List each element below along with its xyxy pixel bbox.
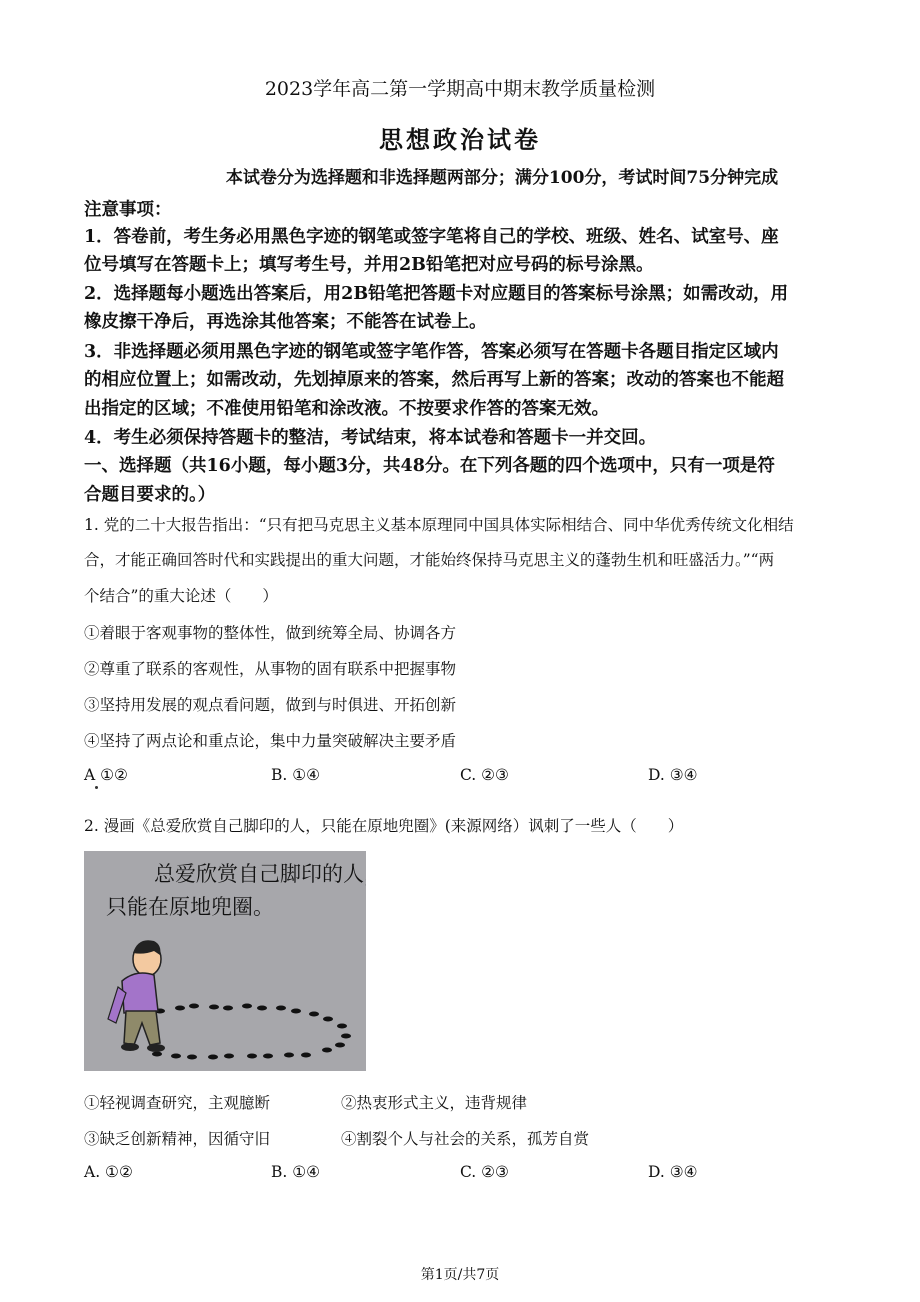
q2-item: ①轻视调查研究，主观臆断 [84, 1094, 271, 1112]
q1-stem: 1. 党的二十大报告指出：“只有把马克思主义基本原理同中国具体实际相结合、同中华优秀传统文化相结 [84, 516, 794, 534]
q2-stem: 2. 漫画《总爱欣赏自己脚印的人，只能在原地兜圈》(来源网络）讽刺了一些人（ ） [84, 817, 684, 835]
paper-title: 思想政治试卷 [379, 125, 541, 154]
notice-line: 的相应位置上；如需改动，先划掉原来的答案，然后再写上新的答案；改动的答案也不能超 [84, 370, 784, 390]
exam-intro: 本试卷分为选择题和非选择题两部分；满分100分，考试时间75分钟完成 [225, 168, 779, 188]
notice-line: 橡皮擦干净后，再选涂其他答案；不能答在试卷上。 [84, 312, 487, 332]
stray-dot [95, 786, 98, 789]
notice-line: 出指定的区域；不准使用铅笔和涂改液。不按要求作答的答案无效。 [84, 399, 609, 419]
q1-choice-d: D. ③④ [648, 766, 698, 784]
q2-item: ④割裂个人与社会的关系，孤芳自赏 [341, 1130, 590, 1148]
notice-line: 3．非选择题必须用黑色字迹的钢笔或签字笔作答，答案必须写在答题卡各题目指定区域内 [84, 342, 779, 362]
notice-heading: 注意事项： [84, 200, 172, 220]
q2-item: ③缺乏创新精神，因循守旧 [84, 1130, 271, 1148]
q1-choice-a: A ①② [84, 766, 128, 784]
notice-line: 4．考生必须保持答题卡的整洁，考试结束，将本试卷和答题卡一并交回。 [84, 428, 657, 448]
q1-choice-b: B. ①④ [271, 766, 321, 784]
q1-stem: 个结合”的重大论述（ ） [84, 587, 278, 605]
notice-line: 位号填写在答题卡上；填写考生号，并用2B铅笔把对应号码的标号涂黑。 [84, 255, 654, 275]
q1-stem: 合，才能正确回答时代和实践提出的重大问题，才能始终保持马克思主义的蓬勃生机和旺盛活力。”“两 [84, 551, 775, 569]
cartoon-caption-line-1: 总爱欣赏自己脚印的人， [154, 862, 366, 886]
page-number: 第1页/共7页 [420, 1267, 500, 1283]
q2-choice-a: A. ①② [84, 1163, 133, 1181]
q1-item: ①着眼于客观事物的整体性，做到统筹全局、协调各方 [84, 624, 457, 642]
q1-item: ②尊重了联系的客观性，从事物的固有联系中把握事物 [84, 660, 457, 678]
cartoon-image [84, 851, 366, 1071]
notice-line: 1．答卷前，考生务必用黑色字迹的钢笔或签字笔将自己的学校、班级、姓名、试室号、座 [84, 227, 779, 247]
q1-item: ④坚持了两点论和重点论，集中力量突破解决主要矛盾 [84, 732, 457, 750]
q1-choice-c: C. ②③ [460, 766, 509, 784]
notice-line: 2．选择题每小题选出答案后，用2B铅笔把答题卡对应题目的答案标号涂黑；如需改动，用 [84, 284, 789, 304]
section-heading: 合题目要求的。） [84, 485, 216, 505]
section-heading: 一、选择题（共16小题，每小题3分，共48分。在下列各题的四个选项中，只有一项是符 [84, 456, 775, 476]
exam-title: 2023学年高二第一学期高中期末教学质量检测 [264, 78, 656, 100]
q2-choice-c: C. ②③ [460, 1163, 509, 1181]
q1-item: ③坚持用发展的观点看问题，做到与时俱进、开拓创新 [84, 696, 457, 714]
cartoon-caption-line-2: 只能在原地兜圈。 [106, 895, 274, 919]
q2-item: ②热衷形式主义，违背规律 [341, 1094, 528, 1112]
q2-choice-b: B. ①④ [271, 1163, 321, 1181]
q2-choice-d: D. ③④ [648, 1163, 698, 1181]
